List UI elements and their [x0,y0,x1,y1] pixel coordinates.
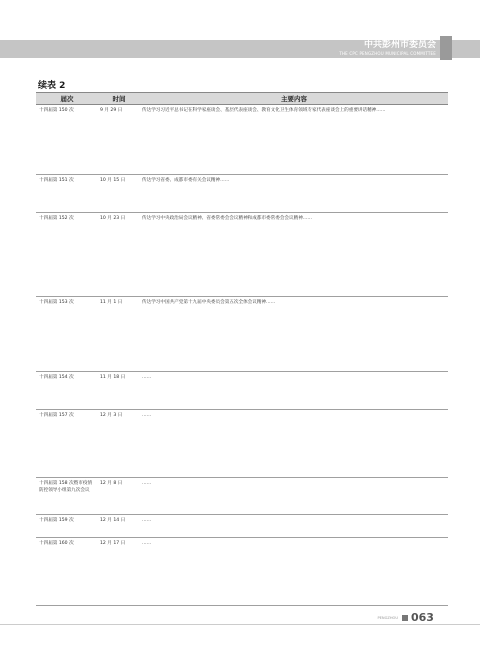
cell-content: 传达学习习近平总书记在科学家座谈会、基层代表座谈会、教育文化卫生体育领域专家代表座谈会上的重要讲话精神…… [140,105,448,175]
column-header-date: 时间 [98,93,140,105]
footer-rule [0,624,480,625]
cell-session: 十四届第 152 次 [36,213,98,297]
cell-date: 11 月 18 日 [98,372,140,410]
cell-session: 十四届第 160 次 [36,538,98,606]
cell-content: 传达学习省委、成都市委有关会议精神…… [140,175,448,213]
table-row [36,105,448,175]
column-header-session: 届次 [36,93,98,105]
page-number-text: 063 [411,611,434,624]
cell-date: 12 月 3 日 [98,410,140,478]
table-row [36,538,448,606]
column-header-content: 主要内容 [140,93,448,105]
table-row [36,175,448,213]
cell-date: 10 月 23 日 [98,213,140,297]
page-marker-icon [402,615,408,621]
table-row [36,297,448,372]
cell-session: 十四届第 151 次 [36,175,98,213]
table-row [36,410,448,478]
cell-content: …… [140,372,448,410]
cell-content: …… [140,515,448,538]
page-number [402,611,434,624]
cell-date: 11 月 1 日 [98,297,140,372]
session-table [36,92,448,606]
cell-date: 10 月 15 日 [98,175,140,213]
cell-date: 12 月 8 日 [98,478,140,515]
table-row [36,213,448,297]
footer-brand: PENGZHOU [377,616,398,620]
cell-date: 12 月 17 日 [98,538,140,606]
table-row [36,515,448,538]
cell-content: …… [140,478,448,515]
cell-date: 12 月 14 日 [98,515,140,538]
table-row [36,372,448,410]
cell-content: …… [140,538,448,606]
cell-content: …… [140,410,448,478]
table-header-row [36,93,448,105]
header-subtitle: THE CPC PENGZHOU MUNICIPAL COMMITTEE [339,51,436,56]
header-title: 中共彭州市委员会 [363,40,436,50]
cell-session: 十四届第 154 次 [36,372,98,410]
cell-session: 十四届第 153 次 [36,297,98,372]
header-tab-decoration [440,36,452,60]
cell-content: 传达学习中国共产党第十九届中央委员会第五次全体会议精神…… [140,297,448,372]
cell-date: 9 月 29 日 [98,105,140,175]
cell-session: 十四届第 150 次 [36,105,98,175]
table-row [36,478,448,515]
cell-session: 十四届第 158 次暨市疫情防控领导小组第九次会议 [36,478,98,515]
cell-session: 十四届第 157 次 [36,410,98,478]
table-caption: 续表 2 [38,81,66,91]
cell-content: 传达学习中央政治局会议精神、省委常委会会议精神和成都市委常委会会议精神…… [140,213,448,297]
cell-session: 十四届第 159 次 [36,515,98,538]
